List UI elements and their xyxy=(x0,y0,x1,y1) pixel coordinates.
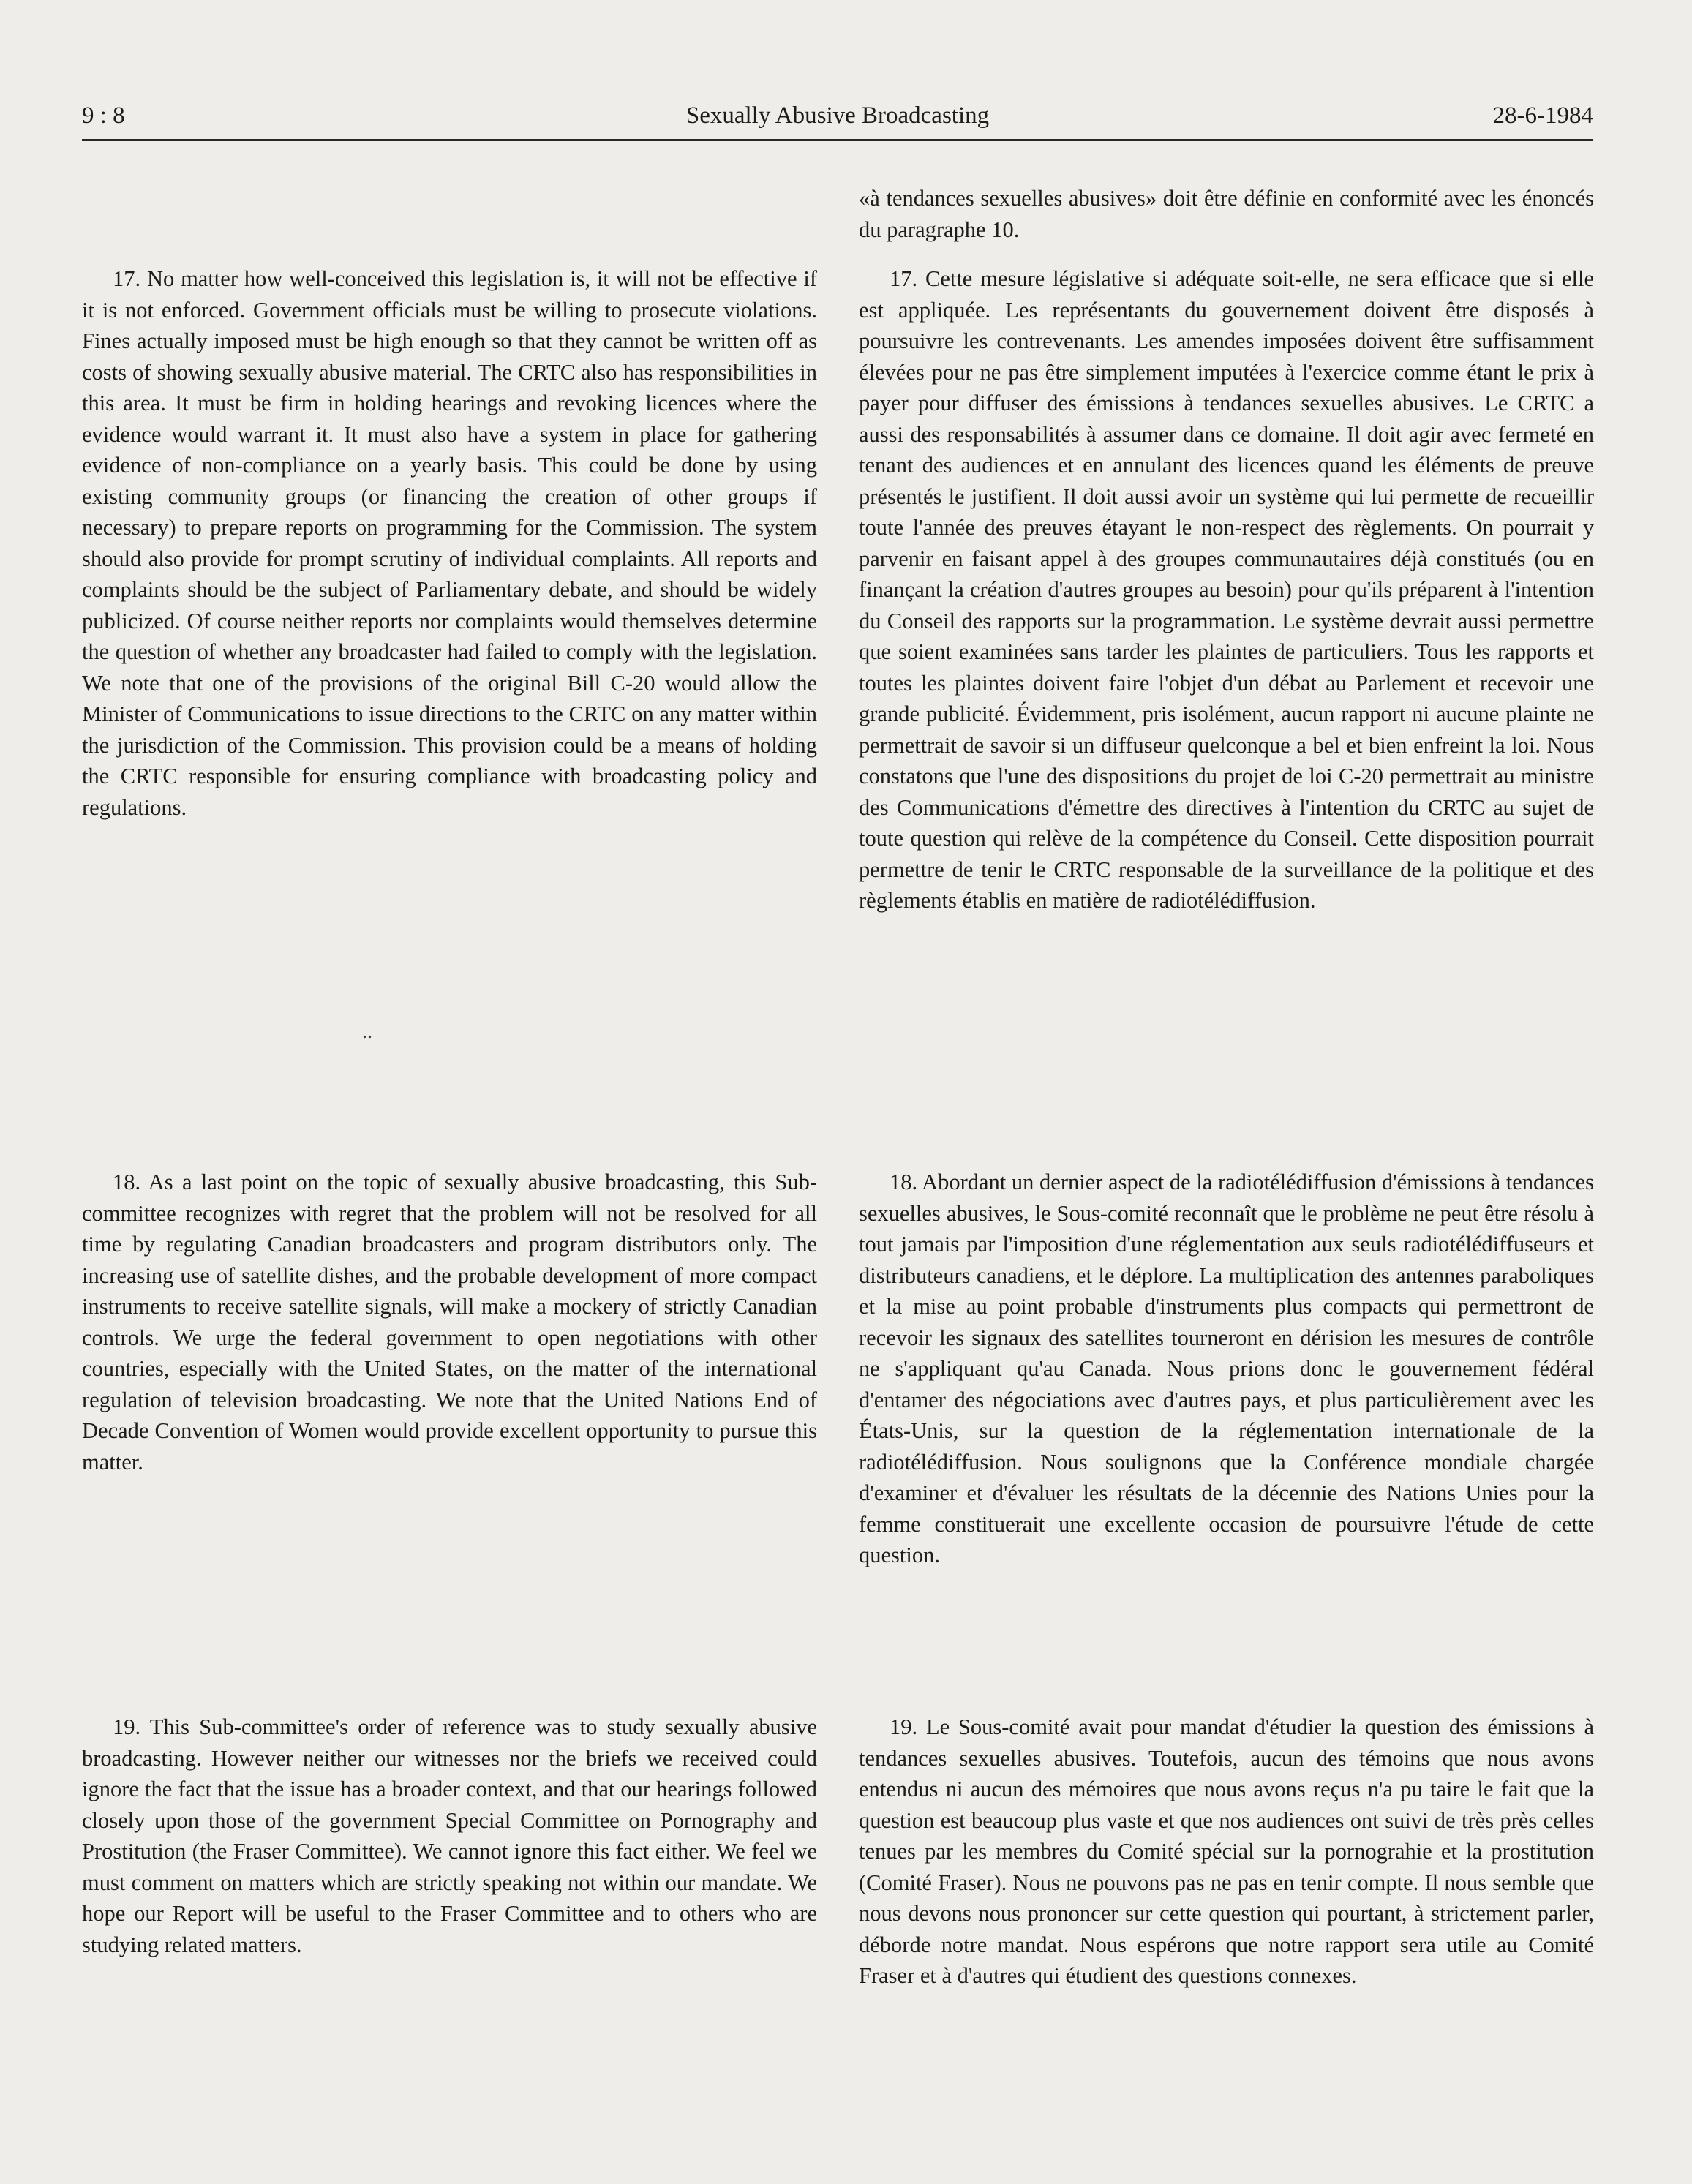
english-paragraph-19-text: 19. This Sub-committee's order of reference was to study sexually abusive broadcasting. However neither our witnesses nor the briefs we received could ignore the fact that the issue has a broader context, and that our hearings followed closely upon those of the government Special Committee on Pornography and Prostitution (the Fraser Committee). We cannot ignore this fact either. We feel we must comment on matters which are strictly speaking not within our mandate. We hope our Report will be useful to the Fraser Committee and to others who are studying related matters. xyxy=(82,1714,817,1957)
english-paragraph-18 xyxy=(82,1167,817,1477)
french-paragraph-18 xyxy=(859,1167,1594,1571)
french-paragraph-17 xyxy=(859,263,1594,916)
running-title: Sexually Abusive Broadcasting xyxy=(685,102,990,129)
page-number: 9 : 8 xyxy=(82,102,125,129)
french-paragraph-18-text: 18. Abordant un dernier aspect de la radiotélédiffusion d'émissions à tendances sexuelles abusives, le Sous-comité reconnaît que le problème ne peut être résolu à tout jamais par l'imposition d'une réglementation aux seuls radiotélédiffuseurs et distributeurs canadiens, et le déplore. La multiplication des antennes paraboliques et la mise au point probable d'instruments plus compacts qui permettront de recevoir les signaux des satellites tourneront en dérision les mesures de contrôle ne s'appliquant qu'au Canada. Nous prions donc le gouvernement fédéral d'entamer des négociations avec d'autres pays, et plus particulièrement avec les États-Unis, sur la question de la réglementation internationale de la radiotélédiffusion. Nous soulignons que la Conférence mondiale chargée d'examiner et d'évaluer les résultats de la décennie des Nations Unies pour la femme constituerait une excellente occasion de poursuivre l'étude de cette question. xyxy=(859,1170,1594,1567)
english-paragraph-19 xyxy=(82,1712,817,1960)
french-paragraph-17-text: 17. Cette mesure législative si adéquate soit-elle, ne sera efficace que si elle est appliquée. Les représentants du gouvernement doivent être disposés à poursuivre les contrevenants. Les amendes imposées doivent être suffisamment élevées pour ne pas être simplement imputées à l'exercice comme étant le prix à payer pour diffuser des émissions à tendances sexuelles abusives. Le CRTC a aussi des responsabilités à assumer dans ce domaine. Il doit agir avec fermeté en tenant des audiences et en annulant des licences quand les éléments de preuve présentés le justifient. Il doit aussi avoir un système qui lui permette de recueillir toute l'année des preuves étayant le non-respect des règlements. On pourrait y parvenir en faisant appel à des groupes communautaires déjà constitués (ou en finançant la création d'autres groupes au besoin) pour qu'ils préparent à l'intention du Conseil des rapports sur la programmation. Le système devrait aussi permettre que soient examinées sans tarder les plaintes de particuliers. Tous les rapports et toutes les plaintes doivent faire l'objet d'un débat au Parlement et recevoir une grande publicité. Évidemment, pris isolément, aucun rapport ni aucune plainte ne permettrait de savoir si un diffuseur quelconque a bel et bien enfreint la loi. Nous constatons que l'une des dispositions du projet de loi C-20 permettrait au ministre des Communications d'émettre des directives à l'intention du CRTC au sujet de toute question qui relève de la compétence du Conseil. Cette disposition pourrait permettre de tenir le CRTC responsable de la surveillance de la politique et des règlements établis en matière de radiotélédiffusion. xyxy=(859,266,1594,913)
header-date: 28-6-1984 xyxy=(1492,102,1593,129)
english-paragraph-18-text: 18. As a last point on the topic of sexually abusive broadcasting, this Sub-committee recognizes with regret that the problem will not be resolved for all time by regulating Canadian broadcasters and program distributors only. The increasing use of satellite dishes, and the probable development of more compact instruments to receive satellite signals, will make a mockery of strictly Canadian controls. We urge the federal government to open negotiations with other countries, especially with the United States, on the matter of the international regulation of television broadcasting. We note that the United Nations End of Decade Convention of Women would provide excellent opportunity to pursue this matter. xyxy=(82,1170,817,1475)
page-header xyxy=(82,97,1593,135)
french-paragraph-16-end-text: «à tendances sexuelles abusives» doit être définie en conformité avec les énoncés du paragraphe 10. xyxy=(859,186,1594,242)
french-paragraph-19 xyxy=(859,1712,1594,1992)
french-paragraph-19-text: 19. Le Sous-comité avait pour mandat d'étudier la question des émissions à tendances sexuelles abusives. Toutefois, aucun des témoins que nous avons entendus ni aucun des mémoires que nous avons reçus n'a pu taire le fait que la question est beaucoup plus vaste et que nos audiences ont suivi de très près celles tenues par les membres du Comité spécial sur la pornograhie et la prostitution (Comité Fraser). Nous ne pouvons pas ne pas en tenir compte. Il nous semble que nous devons nous prononcer sur cette question qui pourtant, à strictement parler, déborde notre mandat. Nous espérons que notre rapport sera utile au Comité Fraser et à d'autres qui étudient des questions connexes. xyxy=(859,1714,1594,1988)
english-paragraph-17-text: 17. No matter how well-conceived this legislation is, it will not be effective if it is not enforced. Government officials must be willing to prosecute violations. Fines actually imposed must be high enough so that they cannot be written off as costs of showing sexually abusive material. The CRTC also has responsibilities in this area. It must be firm in holding hearings and revoking licences where the evidence would warrant it. It must also have a system in place for gathering evidence of non-compliance on a yearly basis. This could be done by using existing community groups (or financing the creation of other groups if necessary) to prepare reports on programming for the Commission. The system should also provide for prompt scrutiny of individual complaints. All reports and complaints should be the subject of Parliamentary debate, and should be widely publicized. Of course neither reports nor complaints would themselves determine the question of whether any broadcaster had failed to comply with the legislation. We note that one of the provisions of the original Bill C-20 would allow the Minister of Communications to issue directions to the CRTC on any matter within the jurisdiction of the Commission. This provision could be a means of holding the CRTC responsible for ensuring compliance with broadcasting policy and regulations. xyxy=(82,266,817,820)
english-paragraph-17 xyxy=(82,263,817,823)
french-paragraph-16-end xyxy=(859,183,1594,245)
header-rule xyxy=(82,139,1593,141)
separator-dots: .. xyxy=(362,1020,372,1043)
